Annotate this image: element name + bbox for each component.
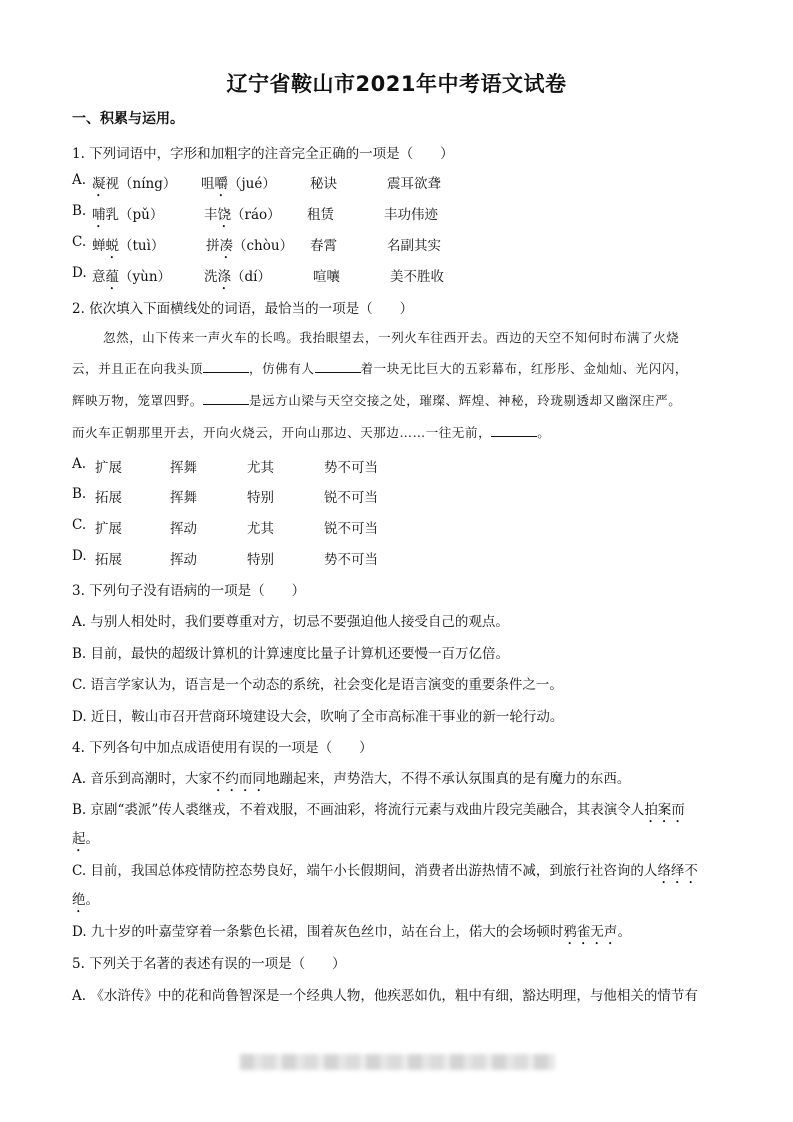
option-word-1: 拓展 (95, 490, 122, 506)
option-word-3: 尤其 (247, 460, 274, 476)
q4-option-b-cont: 起。 (72, 831, 99, 847)
answer-blank-2 (315, 360, 361, 373)
question-4-stem: 4. 下列各句中加点成语使用有误的一项是（ ） (72, 740, 373, 756)
option-letter: A. (72, 172, 87, 188)
option-word-4: 名副其实 (387, 238, 441, 254)
question-2-stem: 2. 依次填入下面横线处的词语，最恰当的一项是（ ） (72, 301, 414, 317)
q3-option-c: C. 语言学家认为，语言是一个动态的系统，社会变化是语言演变的重要条件之一。 (72, 677, 563, 693)
q4-option-c-cont: 绝。 (72, 892, 99, 908)
q3-option-d: D. 近日，鞍山市召开营商环境建设大会，吹响了全市高标准干事业的新一轮行动。 (72, 709, 564, 725)
option-word-2: 挥动 (170, 552, 197, 568)
option-word-2: 挥舞 (170, 460, 197, 476)
option-word-1: 扩展 (95, 460, 122, 476)
option-word-1: 扩展 (95, 521, 122, 537)
option-word-4: 锐不可当 (324, 521, 378, 537)
question-5-stem: 5. 下列关于名著的表述有误的一项是（ ） (72, 956, 346, 972)
answer-blank-1 (203, 360, 249, 373)
option-word-1: 蝉蜕（tuì） (92, 238, 165, 254)
option-word-2: 丰饶（ráo） (204, 207, 281, 223)
option-word-1: 哺乳（pǔ） (92, 207, 164, 223)
option-letter: A. (72, 456, 87, 472)
q4-option-c: C. 目前，我国总体疫情防控态势良好，端午小长假期间，消费者出游热情不减，到旅行社咨询的人络绎不 (72, 863, 698, 879)
option-word-3: 特别 (247, 490, 274, 506)
q4-option-b: B. 京剧“裘派”传人裘继戎，不着戏服，不画油彩，将流行元素与戏曲片段完美融合，其表演令人拍案而 (72, 802, 685, 818)
q5-option-a: A. 《水浒传》中的花和尚鲁智深是一个经典人物，他疾恶如仇，粗中有细，豁达明理，与他相关的情节有 (72, 988, 698, 1004)
option-word-2: 挥舞 (170, 490, 197, 506)
option-word-2: 拼凑（chòu） (206, 238, 294, 254)
option-word-3: 秘诀 (310, 176, 337, 192)
option-word-4: 震耳欲聋 (387, 176, 441, 192)
blurred-footer (240, 1054, 555, 1070)
option-word-4: 势不可当 (324, 460, 378, 476)
option-word-4: 锐不可当 (324, 490, 378, 506)
option-word-4: 丰功伟迹 (384, 207, 438, 223)
answer-blank-3 (203, 392, 249, 405)
question-1-stem: 1. 下列词语中，字形和加粗字的注音完全正确的一项是（ ） (72, 146, 454, 162)
option-letter: C. (72, 517, 87, 533)
option-word-4: 美不胜收 (390, 269, 444, 285)
question-3-stem: 3. 下列句子没有语病的一项是（ ） (72, 583, 306, 599)
passage-line-4: 而火车正朝那里开去，开向火烧云，开向山那边、天那边……一往无前， 。 (72, 425, 551, 440)
option-letter: D. (72, 265, 87, 281)
q3-option-b: B. 目前，最快的超级计算机的计算速度比量子计算机还要慢一百万亿倍。 (72, 646, 510, 662)
q4-option-a: A. 音乐到高潮时，大家不约而同地蹦起来，声势浩大，不得不承认氛围真的是有魔力的东西。 (72, 771, 631, 787)
option-word-2: 挥动 (170, 521, 197, 537)
q3-option-a: A. 与别人相处时，我们要尊重对方，切忌不要强迫他人接受自己的观点。 (72, 614, 509, 630)
option-letter: D. (72, 548, 87, 564)
option-word-1: 凝视（níng） (92, 176, 177, 192)
page-title: 辽宁省鞍山市2021年中考语文试卷 (226, 72, 567, 96)
option-word-2: 洗涤（dí） (204, 269, 271, 285)
option-word-3: 尤其 (247, 521, 274, 537)
option-word-1: 拓展 (95, 552, 122, 568)
option-letter: B. (72, 486, 87, 502)
section-heading: 一、积累与运用。 (72, 111, 184, 127)
passage-line-3: 辉映万物，笼罩四野。 是远方山梁与天空交接之处，璀璨、辉煌、神秘，玲珑剔透却又幽深庄严。 (72, 393, 682, 408)
option-word-3: 特别 (247, 552, 274, 568)
passage-line-2: 云，并且正在向我头顶 ，仿佛有人 着一块无比巨大的五彩幕布，红彤彤、金灿灿、光闪闪， (72, 361, 689, 376)
answer-blank-4 (491, 424, 537, 437)
passage-line-1: 忽然，山下传来一声火车的长鸣。我抬眼望去，一列火车往西开去。西边的天空不知何时布满了火烧 (103, 330, 680, 345)
option-word-4: 势不可当 (324, 552, 378, 568)
option-word-3: 租赁 (307, 207, 334, 223)
q4-option-d: D. 九十岁的叶嘉莹穿着一条紫色长裙，围着灰色丝巾，站在台上，偌大的会场顿时鸦雀无声。 (72, 924, 631, 940)
option-word-3: 喧嚷 (313, 269, 340, 285)
option-letter: B. (72, 203, 87, 219)
option-word-3: 春霄 (310, 238, 337, 254)
option-letter: C. (72, 234, 87, 250)
option-word-1: 意蕴（yùn） (92, 269, 172, 285)
option-word-2: 咀嚼（jué） (201, 176, 276, 192)
